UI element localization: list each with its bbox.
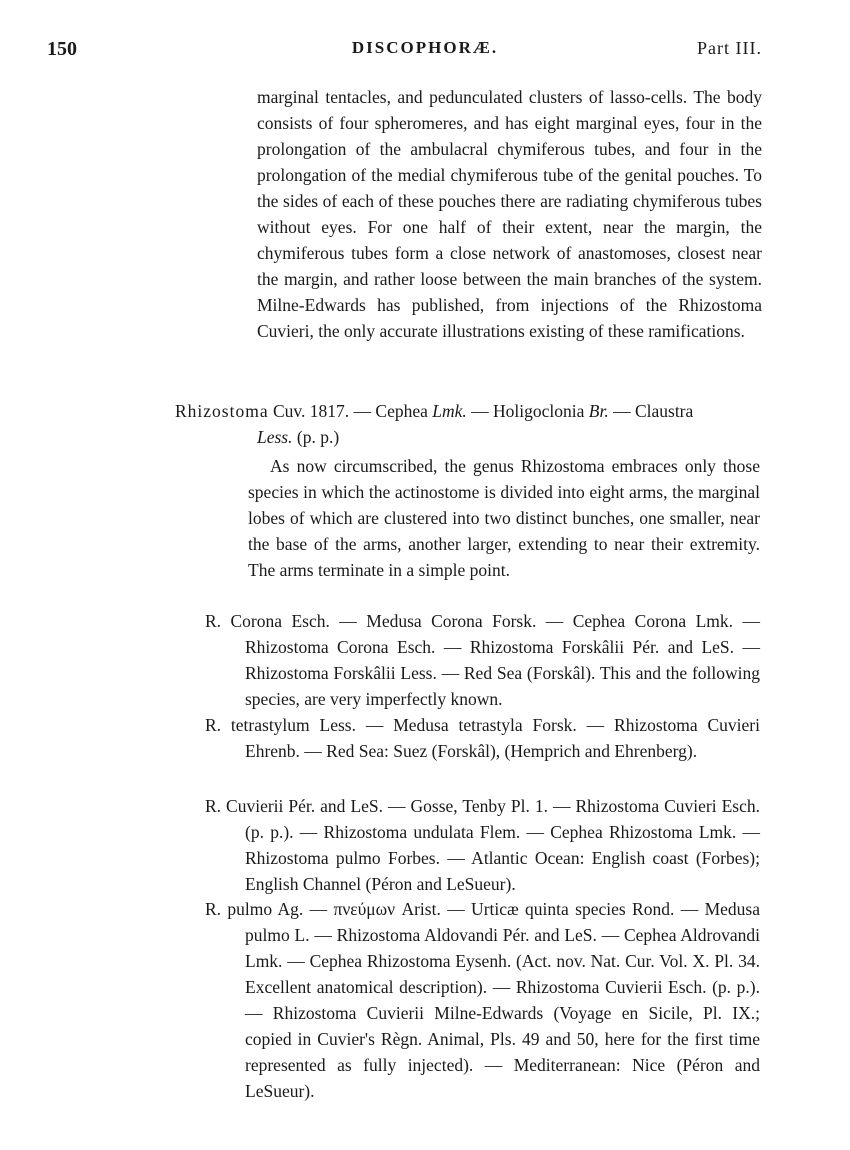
species-entry: R. pulmo Ag. — πνεύμων Arist. — Urticæ quinta species Rond. — Medusa pulmo L. — Rhizostoma Aldovandi Pér. and LeS. — Cephea Aldrovandi Lmk. — Cephea Rhizostoma Eysenh. (Act. nov. Nat. Cur. Vol. X. Pl. 34. Excellent anatomical description). — Rhizostoma Cuvierii Esch. (p. p.). — Rhizostoma Cuvierii Milne-Edwards (Voyage en Sicile, Pl. IX.; copied in Cuvier's Règn. Animal, Pls. 49 and 50, here for the first time represented as fully injected). — Mediterranean: Nice (Péron and LeSueur). [205,899,760,1101]
genus-heading [175,398,760,450]
genus-description: As now circumscribed, the genus Rhizostoma embraces only those species in which the actinostome is divided into eight arms, the marginal lobes of which are clustered into two distinct bunches, one smaller, near the base of the arms, another larger, extending to near their extremity. The arms terminate in a simple point. [248,456,760,580]
running-head: DISCOPHORÆ. [351,38,499,57]
part-label: Part III. [697,38,762,58]
species-entry: R. Corona Esch. — Medusa Corona Forsk. — Cephea Corona Lmk. — Rhizostoma Corona Esch. — Rhizostoma Forskâlii Pér. and LeS. — Rhizostoma Forskâlii Less. — Red Sea (Forskâl). This and the following species, are very imperfectly known. [205,611,760,709]
genus-name: Rhizostoma [175,401,269,421]
page-number: 150 [47,38,77,60]
species-entry: R. Cuvierii Pér. and LeS. — Gosse, Tenby Pl. 1. — Rhizostoma Cuvieri Esch. (p. p.). — Rhizostoma undulata Flem. — Cephea Rhizostoma Lmk. — Rhizostoma pulmo Forbes. — Atlantic Ocean: English coast (Forbes); English Channel (Péron and LeSueur). [205,796,760,894]
genus-author-1: Lmk. [432,401,467,421]
genus-author-3: Less. [257,427,293,447]
species-entry: R. tetrastylum Less. — Medusa tetrastyla Forsk. — Rhizostoma Cuvieri Ehrenb. — Red Sea: Suez (Forskâl), (Hemprich and Ehrenberg). [205,715,760,761]
genus-synonyms-4: (p. p.) [292,427,340,447]
genus-synonyms-3: — Claustra [608,401,694,421]
page-header [0,38,850,68]
genus-synonyms-2: — Holigoclonia [466,401,589,421]
genus-synonyms-1: Cuv. 1817. — Cephea [268,401,433,421]
paragraph-continuation: marginal tentacles, and pedunculated clusters of lasso-cells. The body consists of four spheromeres, and has eight marginal eyes, four in the prolongation of the ambulacral chymiferous tubes, and four in the prolongation of the medial chymiferous tube of the genital pouches. To the sides of each of these pouches there are radiating chymiferous tubes without eyes. For one half of their extent, near the margin, the chymiferous tubes form a close network of anastomoses, closest near the margin, and rather loose between the main branches of the system. Milne-Edwards has published, from injections of the Rhizostoma Cuvieri, the only accurate illustrations existing of these ramifications. [257,87,762,341]
genus-author-2: Br. [588,401,609,421]
